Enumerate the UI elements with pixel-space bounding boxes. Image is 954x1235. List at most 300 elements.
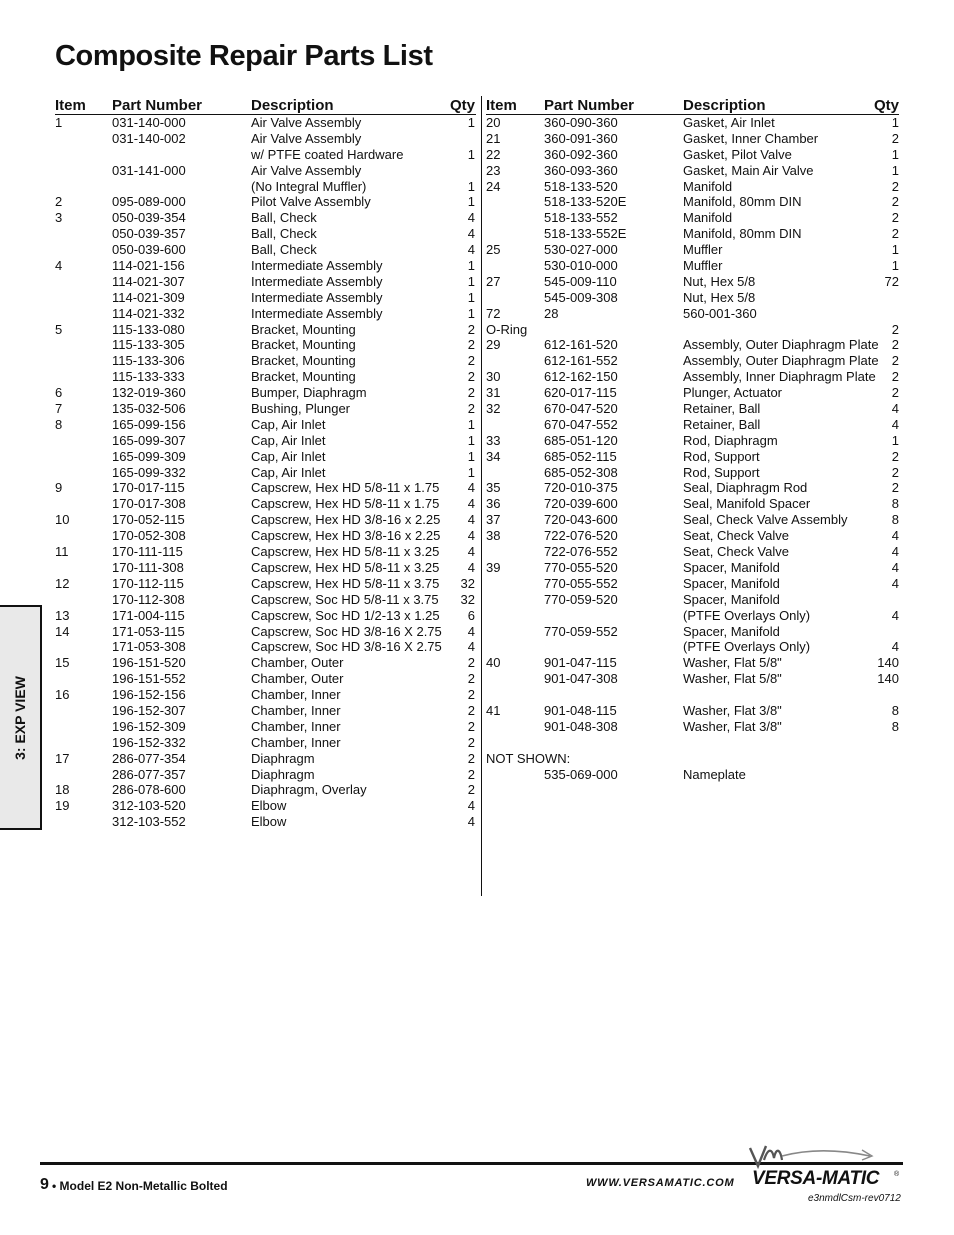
row-part-number: 135-032-506 — [112, 401, 186, 417]
row-part-number: 685-051-120 — [544, 432, 618, 448]
table-row — [55, 242, 476, 258]
row-part-number: 286-078-600 — [112, 782, 186, 798]
row-qty: 1 — [891, 162, 899, 178]
row-item: 27 — [486, 273, 501, 289]
row-qty: 2 — [467, 337, 475, 353]
table-row — [55, 401, 476, 417]
row-description: Seal, Diaphragm Rod — [683, 480, 808, 496]
row-item: 35 — [486, 480, 501, 496]
table-row — [486, 226, 899, 242]
row-description: Manifold — [683, 210, 733, 226]
table-row — [486, 147, 899, 163]
table-header — [55, 96, 476, 115]
table-row — [486, 131, 899, 147]
row-description: Ball, Check — [251, 226, 317, 242]
row-part-number: 050-039-600 — [112, 242, 186, 258]
table-row — [55, 798, 476, 814]
row-item: 6 — [55, 385, 63, 401]
table-row — [486, 449, 899, 465]
row-description: Washer, Flat 5/8" — [683, 655, 782, 671]
table-row — [55, 560, 476, 576]
table-row — [55, 687, 476, 703]
row-qty: 1 — [467, 432, 475, 448]
row-description: Air Valve Assembly — [251, 130, 362, 146]
row-qty: 4 — [891, 607, 899, 623]
table-row — [486, 353, 899, 369]
row-description: Spacer, Manifold — [683, 575, 780, 591]
row-qty: 2 — [467, 718, 475, 734]
row-qty: 4 — [467, 639, 475, 655]
row-qty: 2 — [891, 194, 899, 210]
row-description: Pilot Valve Assembly — [251, 194, 371, 210]
row-description: Chamber, Outer — [251, 671, 344, 687]
row-qty: 2 — [467, 369, 475, 385]
side-tab-label: 3: EXP VIEW — [12, 675, 28, 760]
table-row — [486, 544, 899, 560]
row-description: Chamber, Inner — [251, 718, 341, 734]
row-part-number: 031-140-002 — [112, 130, 186, 146]
table-row — [486, 480, 899, 496]
table-row — [55, 147, 476, 163]
table-row — [55, 671, 476, 687]
row-qty: 2 — [891, 130, 899, 146]
row-item: 40 — [486, 655, 501, 671]
table-row — [486, 639, 899, 655]
row-description: Elbow — [251, 814, 287, 830]
row-qty: 2 — [891, 337, 899, 353]
row-qty: 4 — [467, 814, 475, 830]
table-row — [486, 655, 899, 671]
column-divider — [481, 96, 482, 896]
row-qty: 4 — [467, 226, 475, 242]
row-qty: 1 — [891, 146, 899, 162]
row-description: Washer, Flat 5/8" — [683, 671, 782, 687]
table-row — [55, 592, 476, 608]
row-qty: 1 — [467, 416, 475, 432]
table-row — [486, 258, 899, 274]
row-part-number: 685-052-308 — [544, 464, 618, 480]
row-description: Air Valve Assembly — [251, 162, 362, 178]
row-qty: 2 — [467, 702, 475, 718]
row-qty: 32 — [460, 591, 475, 607]
row-part-number: 114-021-332 — [112, 305, 185, 321]
row-description: Air Valve Assembly — [251, 115, 362, 130]
row-description: Rod, Diaphragm — [683, 432, 778, 448]
table-row — [486, 337, 899, 353]
row-qty: 2 — [891, 321, 899, 337]
row-qty: 1 — [467, 273, 475, 289]
row-part-number: 115-133-080 — [112, 321, 185, 337]
row-qty: 1 — [891, 258, 899, 274]
table-row — [55, 290, 476, 306]
row-item: 36 — [486, 496, 501, 512]
row-part-number: 770-055-520 — [544, 559, 618, 575]
row-item: 24 — [486, 178, 501, 194]
table-row — [55, 258, 476, 274]
row-description: Bracket, Mounting — [251, 321, 356, 337]
row-description: Assembly, Outer Diaphragm Plate — [683, 337, 879, 353]
row-qty: 4 — [467, 210, 475, 226]
row-description: Capscrew, Hex HD 3/8-16 x 2.25 — [251, 512, 441, 528]
row-qty: 1 — [467, 464, 475, 480]
row-qty: 1 — [891, 115, 899, 130]
row-part-number: 530-010-000 — [544, 258, 618, 274]
row-item: 72 — [486, 305, 501, 321]
row-qty: 2 — [467, 734, 475, 750]
row-part-number: 518-133-552 — [544, 210, 618, 226]
row-part-number: 670-047-552 — [544, 416, 618, 432]
row-part-number: 165-099-156 — [112, 416, 186, 432]
table-row — [55, 322, 476, 338]
table-row — [486, 306, 899, 322]
row-qty: 1 — [467, 289, 475, 305]
row-description: Gasket, Air Inlet — [683, 115, 775, 130]
row-description: Muffler — [683, 242, 723, 258]
row-description: Assembly, Outer Diaphragm Plate — [683, 353, 879, 369]
row-qty: 1 — [467, 115, 475, 130]
row-description: Elbow — [251, 798, 287, 814]
table-row — [486, 385, 899, 401]
header-qty: Qty — [449, 97, 475, 114]
row-qty: 1 — [467, 194, 475, 210]
row-qty: 2 — [891, 385, 899, 401]
table-row — [55, 337, 476, 353]
row-description: Retainer, Ball — [683, 416, 761, 432]
table-row — [486, 592, 899, 608]
row-description: Bumper, Diaphragm — [251, 385, 367, 401]
row-description: Cap, Air Inlet — [251, 432, 326, 448]
table-row — [55, 417, 476, 433]
table-row — [55, 226, 476, 242]
row-qty: 1 — [467, 448, 475, 464]
header-item: Item — [55, 97, 86, 114]
row-qty: 1 — [467, 258, 475, 274]
table-row — [55, 163, 476, 179]
row-description: Cap, Air Inlet — [251, 416, 326, 432]
row-description: Manifold — [683, 178, 733, 194]
table-row — [486, 115, 899, 131]
section-side-tab[interactable] — [0, 605, 42, 830]
row-qty: 1 — [891, 242, 899, 258]
row-description: Retainer, Ball — [683, 401, 761, 417]
table-row — [55, 385, 476, 401]
row-description: Capscrew, Hex HD 5/8-11 x 1.75 — [251, 480, 440, 496]
table-row — [55, 131, 476, 147]
row-description: Assembly, Inner Diaphragm Plate — [683, 369, 876, 385]
row-part-number: 165-099-332 — [112, 464, 186, 480]
logo-swoosh-icon — [742, 1140, 904, 1170]
row-qty: 4 — [467, 496, 475, 512]
row-qty: 2 — [467, 655, 475, 671]
row-description: Gasket, Inner Chamber — [683, 130, 819, 146]
logo-text: VERSA-MATIC — [752, 1168, 880, 1189]
row-item: 18 — [55, 782, 70, 798]
row-description: Capscrew, Soc HD 3/8-16 X 2.75 — [251, 639, 442, 655]
row-description: Capscrew, Hex HD 3/8-16 x 2.25 — [251, 528, 441, 544]
row-qty: 4 — [891, 416, 899, 432]
table-row — [55, 655, 476, 671]
table-row — [55, 528, 476, 544]
row-part-number: 770-055-552 — [544, 575, 618, 591]
row-part-number: 286-077-354 — [112, 750, 186, 766]
row-part-number: 360-090-360 — [544, 115, 618, 130]
row-item: 20 — [486, 115, 501, 130]
row-item: 23 — [486, 162, 501, 178]
row-item: 11 — [55, 544, 69, 560]
row-part-number: 720-043-600 — [544, 512, 618, 528]
row-qty: 2 — [891, 464, 899, 480]
row-qty: 2 — [891, 226, 899, 242]
table-row — [486, 242, 899, 258]
row-part-number: 535-069-000 — [544, 766, 618, 782]
row-part-number: 170-111-308 — [112, 559, 184, 575]
row-qty: 4 — [467, 242, 475, 258]
row-part-number: 114-021-309 — [112, 289, 185, 305]
table-row — [55, 353, 476, 369]
row-qty: 4 — [891, 401, 899, 417]
row-part-number: 312-103-552 — [112, 814, 186, 830]
row-qty: 4 — [467, 480, 475, 496]
parts-table-left — [55, 96, 476, 830]
row-qty: 2 — [467, 385, 475, 401]
row-item: 15 — [55, 655, 70, 671]
row-qty: 2 — [891, 448, 899, 464]
row-item: 33 — [486, 432, 501, 448]
table-row — [55, 433, 476, 449]
row-part-number: 360-092-360 — [544, 146, 618, 162]
row-item: 22 — [486, 146, 501, 162]
row-item: 38 — [486, 528, 501, 544]
row-part-number: 722-076-552 — [544, 544, 618, 560]
row-part-number: 170-017-308 — [112, 496, 186, 512]
row-item: 1 — [55, 115, 63, 130]
row-description: Nut, Hex 5/8 — [683, 289, 756, 305]
row-qty: 1 — [467, 305, 475, 321]
row-description: Spacer, Manifold — [683, 591, 780, 607]
row-description: Diaphragm, Overlay — [251, 782, 367, 798]
row-part-number: 095-089-000 — [112, 194, 186, 210]
table-row — [55, 465, 476, 481]
table-row — [486, 687, 899, 703]
row-part-number: 722-076-520 — [544, 528, 618, 544]
row-description: Washer, Flat 3/8" — [683, 702, 782, 718]
row-part-number: 901-048-308 — [544, 718, 618, 734]
table-row — [486, 163, 899, 179]
row-item: 29 — [486, 337, 501, 353]
row-qty: 4 — [891, 559, 899, 575]
table-row — [55, 496, 476, 512]
row-description: Capscrew, Hex HD 5/8-11 x 3.25 — [251, 544, 440, 560]
row-part-number: 115-133-333 — [112, 369, 185, 385]
row-item: 17 — [55, 750, 70, 766]
row-part-number: 170-017-115 — [112, 480, 185, 496]
row-part-number: 050-039-357 — [112, 226, 186, 242]
table-row — [486, 560, 899, 576]
row-part-number: 031-141-000 — [112, 162, 186, 178]
row-description: Capscrew, Soc HD 1/2-13 x 1.25 — [251, 607, 440, 623]
row-part-number: 612-161-552 — [544, 353, 618, 369]
row-qty: 6 — [467, 607, 475, 623]
row-part-number: 170-052-115 — [112, 512, 185, 528]
row-item: O-Ring — [486, 321, 528, 337]
table-row — [486, 417, 899, 433]
row-description: Diaphragm — [251, 750, 315, 766]
row-description: Capscrew, Soc HD 5/8-11 x 3.75 — [251, 591, 439, 607]
row-part-number: 770-059-520 — [544, 591, 618, 607]
row-description: Chamber, Outer — [251, 655, 344, 671]
table-row — [55, 179, 476, 195]
registered-mark: ® — [894, 1171, 900, 1178]
parts-table-right — [486, 96, 899, 782]
row-item: 3 — [55, 210, 63, 226]
table-row — [55, 751, 476, 767]
row-part-number: 196-151-520 — [112, 655, 186, 671]
table-row — [486, 624, 899, 640]
table-row — [486, 274, 899, 290]
table-row — [486, 210, 899, 226]
row-part-number: 170-112-308 — [112, 591, 185, 607]
row-part-number: 196-152-332 — [112, 734, 186, 750]
row-part-number: 196-151-552 — [112, 671, 186, 687]
row-item: 21 — [486, 130, 501, 146]
row-qty: 2 — [891, 178, 899, 194]
row-description: Nut, Hex 5/8 — [683, 273, 756, 289]
row-description: Capscrew, Hex HD 5/8-11 x 3.75 — [251, 575, 440, 591]
row-description: Ball, Check — [251, 210, 317, 226]
row-qty: 2 — [891, 480, 899, 496]
table-row — [55, 735, 476, 751]
row-description: (PTFE Overlays Only) — [683, 639, 811, 655]
table-row — [486, 751, 899, 767]
row-qty: 4 — [891, 575, 899, 591]
row-description: Rod, Support — [683, 448, 760, 464]
table-row — [486, 194, 899, 210]
row-description: Gasket, Pilot Valve — [683, 146, 792, 162]
row-part-number: 518-133-520 — [544, 178, 618, 194]
row-qty: 4 — [467, 623, 475, 639]
table-row — [55, 703, 476, 719]
row-description: Chamber, Inner — [251, 687, 341, 703]
row-item: 31 — [486, 385, 501, 401]
row-part-number: 050-039-354 — [112, 210, 186, 226]
row-qty: 4 — [467, 544, 475, 560]
row-description: Diaphragm — [251, 766, 315, 782]
document-id: e3nmdlCsm-rev0712 — [808, 1193, 901, 1204]
row-part-number: 720-010-375 — [544, 480, 618, 496]
row-item: 19 — [55, 798, 70, 814]
row-part-number: 170-112-115 — [112, 575, 184, 591]
row-part-number: 171-053-308 — [112, 639, 186, 655]
table-row — [55, 544, 476, 560]
row-description: (No Integral Muffler) — [251, 178, 367, 194]
row-part-number: 901-047-115 — [544, 655, 617, 671]
row-part-number: 545-009-308 — [544, 289, 618, 305]
table-row — [55, 369, 476, 385]
table-row — [55, 449, 476, 465]
row-item: 5 — [55, 321, 63, 337]
row-part-number: 670-047-520 — [544, 401, 618, 417]
row-part-number: 770-059-552 — [544, 623, 618, 639]
row-part-number: 518-133-552E — [544, 226, 627, 242]
website-link[interactable]: WWW.VERSAMATIC.COM — [586, 1177, 735, 1189]
row-description: Rod, Support — [683, 464, 760, 480]
row-description: Chamber, Inner — [251, 702, 341, 718]
table-row — [55, 624, 476, 640]
row-part-number: 360-093-360 — [544, 162, 618, 178]
table-row — [486, 703, 899, 719]
row-qty: 4 — [467, 559, 475, 575]
row-qty: 4 — [891, 528, 899, 544]
row-item: 32 — [486, 401, 501, 417]
table-row — [55, 210, 476, 226]
row-qty: 4 — [891, 544, 899, 560]
row-description: Spacer, Manifold — [683, 623, 780, 639]
row-description: Intermediate Assembly — [251, 258, 383, 274]
row-qty: 1 — [891, 432, 899, 448]
row-description: Cap, Air Inlet — [251, 464, 326, 480]
row-qty: 2 — [467, 401, 475, 417]
row-qty: 2 — [467, 321, 475, 337]
row-item: 10 — [55, 512, 70, 528]
row-part-number: 720-039-600 — [544, 496, 618, 512]
row-description: Bushing, Plunger — [251, 401, 351, 417]
row-part-number: 115-133-305 — [112, 337, 185, 353]
row-qty: 8 — [891, 512, 899, 528]
table-row — [55, 639, 476, 655]
table-row — [55, 512, 476, 528]
row-qty: 2 — [467, 782, 475, 798]
row-item: 12 — [55, 575, 70, 591]
row-part-number: 612-162-150 — [544, 369, 618, 385]
row-part-number: 360-091-360 — [544, 130, 618, 146]
row-item: 37 — [486, 512, 501, 528]
table-row — [486, 179, 899, 195]
row-qty: 4 — [467, 528, 475, 544]
row-part-number: 170-111-115 — [112, 544, 183, 560]
row-part-number: 171-053-115 — [112, 623, 185, 639]
table-row — [55, 115, 476, 131]
row-part-number: 312-103-520 — [112, 798, 186, 814]
row-description: Capscrew, Hex HD 5/8-11 x 3.25 — [251, 559, 440, 575]
table-row — [55, 767, 476, 783]
row-description: Manifold, 80mm DIN — [683, 226, 802, 242]
row-qty: 2 — [467, 671, 475, 687]
row-description: Seat, Check Valve — [683, 544, 789, 560]
row-qty: 8 — [891, 718, 899, 734]
model-name: • Model E2 Non-Metallic Bolted — [52, 1179, 228, 1193]
row-part-number: 518-133-520E — [544, 194, 627, 210]
table-row — [486, 433, 899, 449]
row-description: Seat, Check Valve — [683, 528, 789, 544]
row-description: Capscrew, Soc HD 3/8-16 X 2.75 — [251, 623, 442, 639]
row-qty: 2 — [467, 353, 475, 369]
row-part-number: 545-009-110 — [544, 273, 617, 289]
versa-matic-logo — [742, 1140, 904, 1200]
header-part-number: Part Number — [544, 97, 635, 114]
row-item: 9 — [55, 480, 63, 496]
table-row — [55, 306, 476, 322]
table-header — [486, 96, 899, 115]
table-row — [486, 671, 899, 687]
row-description: Washer, Flat 3/8" — [683, 718, 782, 734]
row-part-number: 28 — [544, 305, 559, 321]
row-qty: 32 — [460, 575, 475, 591]
row-description: Manifold, 80mm DIN — [683, 194, 802, 210]
row-description: Intermediate Assembly — [251, 289, 383, 305]
row-item: 16 — [55, 687, 70, 703]
table-row — [55, 719, 476, 735]
row-description: Bracket, Mounting — [251, 337, 356, 353]
